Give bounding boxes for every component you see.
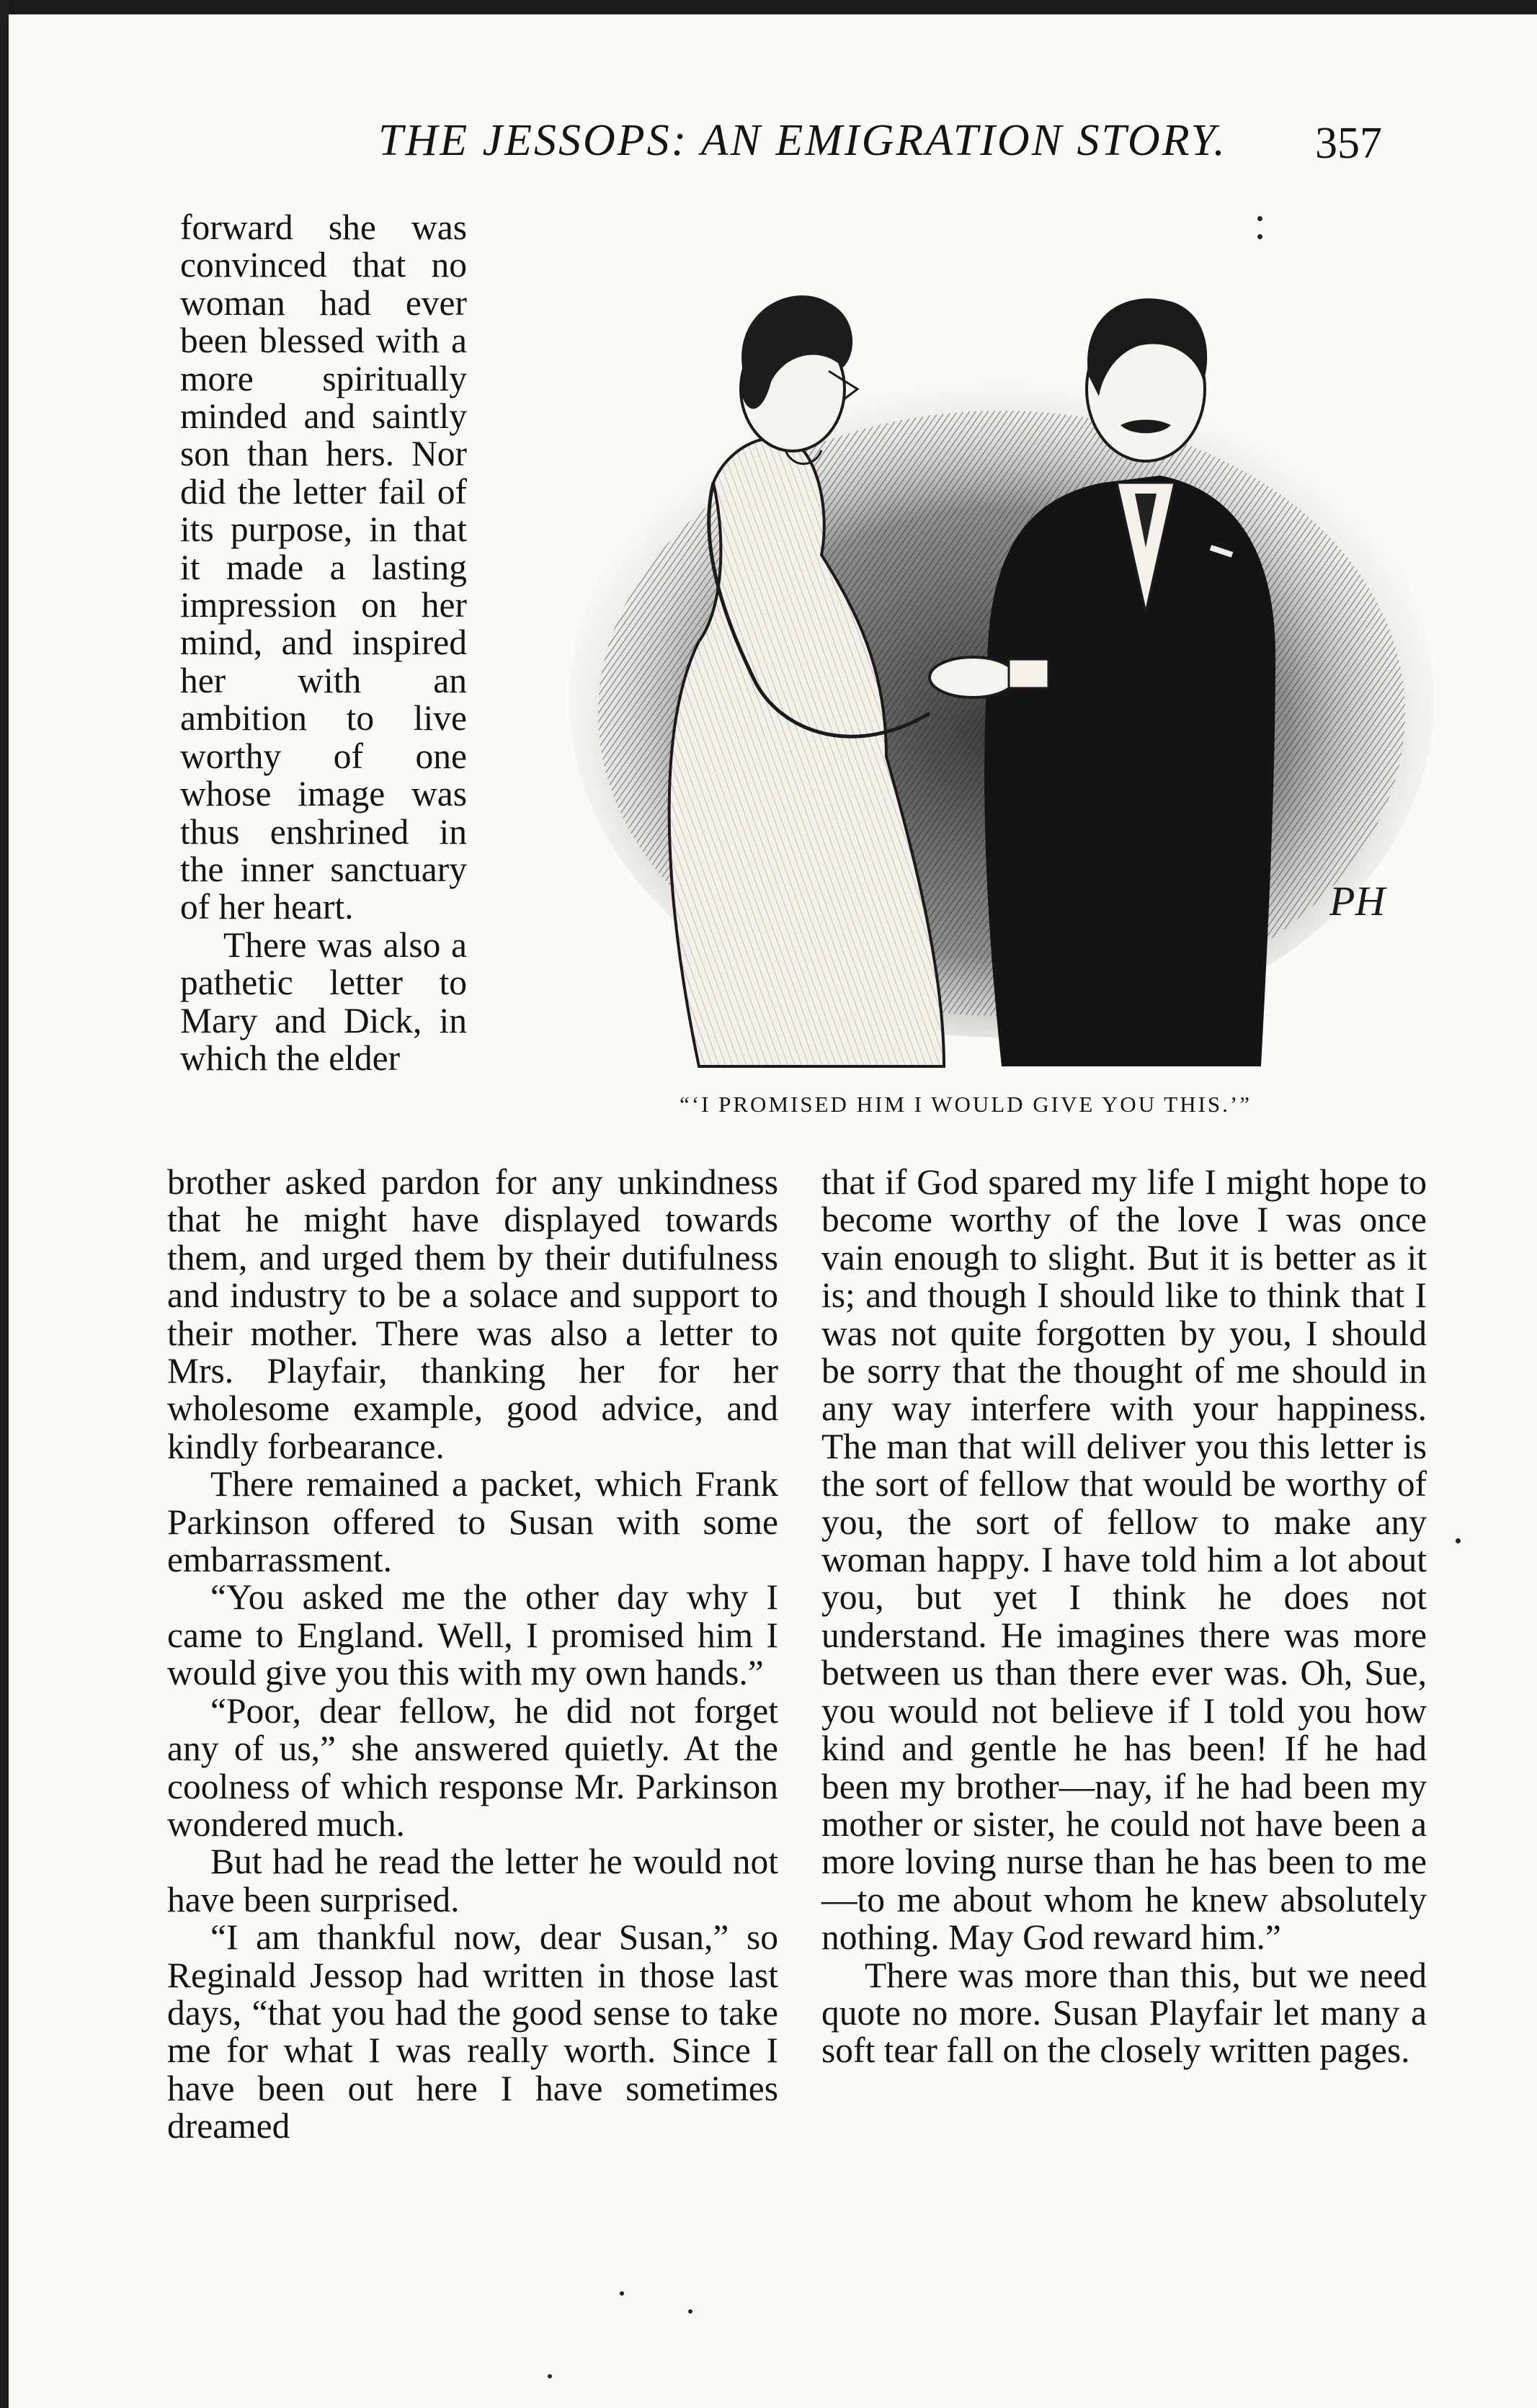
page-number: 357 — [1315, 119, 1382, 168]
figure-caption: “‘I PROMISED HIM I WOULD GIVE YOU THIS.’” — [679, 1092, 1252, 1117]
page-header — [0, 115, 1537, 180]
print-speck — [548, 2374, 552, 2378]
paragraph: brother asked pardon for any unkindness that he might have displayed towards them, and urged them by their dutifulness and industry to be a solace and support to their mother. There was also a letter to Mrs. Playfair, thanking her for her wholesome example, good advice, and kindly forbearance. — [167, 1162, 778, 1466]
page-top-border — [0, 0, 1537, 14]
print-speck — [1257, 216, 1262, 221]
illustration — [483, 209, 1434, 1088]
page-left-border — [0, 0, 9, 2408]
paragraph: There was also a pathetic letter to Mary and Dick, in which the elder — [180, 924, 467, 1078]
print-speck — [688, 2309, 692, 2314]
paragraph: “Poor, dear fellow, he did not forget any of us,” she answered quietly. At the coolness of which response Mr. Parkinson wondered much. — [167, 1690, 778, 1844]
print-speck — [1456, 1538, 1461, 1543]
paragraph: There was more than this, but we need quote no more. Susan Playfair let many a soft tear fall on the closely written pages. — [821, 1955, 1427, 2071]
paragraph: forward she was convinced that no woman had ever been blessed with a more spiritually minded and saintly son than hers. Nor did the letter fail of its purpose, in that it made a lasting impression on her mind, and inspired her with an ambition to live worthy of one whose image was thus enshrined in the inner sanctuary of her heart. — [180, 208, 467, 927]
text-column-left-upper — [180, 209, 467, 1077]
print-speck — [620, 2291, 624, 2296]
text-column-left-lower — [167, 1164, 778, 2146]
paragraph: But had he read the letter he would not have been surprised. — [167, 1842, 778, 1919]
running-title: THE JESSOPS: AN EMIGRATION STORY. — [378, 116, 1227, 165]
paragraph: “I am thankful now, dear Susan,” so Reginald Jessop had written in those last days, “that you had the good sense to take me for what I was really worth. Since I have been out here I have sometimes dreamed — [167, 1917, 778, 2146]
artist-signature: PH — [1329, 878, 1386, 924]
print-speck — [1257, 234, 1262, 239]
paragraph: that if God spared my life I might hope to become worthy of the love I was once vain enough to slight. But it is better as it is; and though I should like to think that I was not quite forgotten by you, I should be sorry that the thought of me should in any way interfere with your happiness. The man that will deliver you this letter is the sort of fellow that would be worthy of you, the sort of fellow to make any woman happy. I have told him a lot about you, but yet I think he does not understand. He imagines there was more between us than there ever was. Oh, Sue, you would not believe if I told you how kind and gentle he has been! If he had been my brother—nay, if he had been my mother or sister, he could not have been a more loving nurse than he has been to me—to me about whom he knew absolutely nothing. May God reward him.” — [821, 1162, 1427, 1958]
paragraph: There remained a packet, which Frank Parkinson offered to Susan with some embarrassment. — [167, 1464, 778, 1580]
text-column-right — [821, 1164, 1427, 2070]
paragraph: “You asked me the other day why I came to England. Well, I promised him I would give you this with my own hands.” — [167, 1577, 778, 1693]
